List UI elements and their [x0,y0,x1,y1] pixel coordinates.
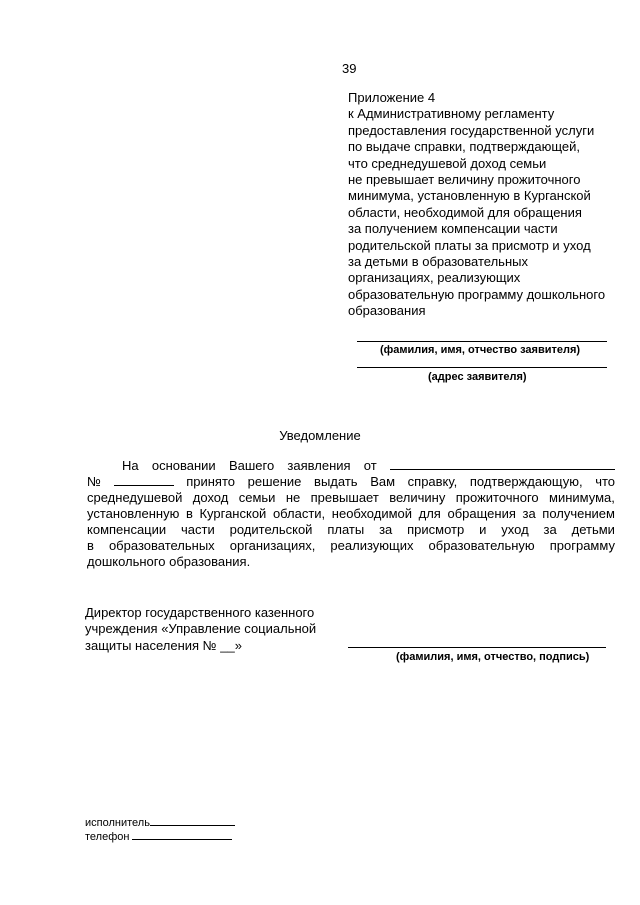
word: программу [549,538,615,553]
word: платы [327,522,365,537]
word: детьми [571,522,615,537]
notice-line-1 [122,458,615,473]
word: № [87,474,101,489]
word: образовательную [428,538,535,553]
appendix-line: организациях, реализующих [348,270,521,286]
word: На [122,458,139,473]
phone-row [85,829,232,843]
phone-field[interactable] [132,829,232,840]
signature-caption: (фамилия, имя, отчество, подпись) [396,651,590,663]
word: обращения [447,506,516,521]
applicant-name-field[interactable] [357,341,607,342]
appendix-line: к Административному регламенту [348,106,555,122]
word: решение [247,474,302,489]
word: основании [151,458,216,473]
word: от [363,458,377,473]
executor-field[interactable] [150,815,235,826]
application-date-field[interactable] [390,458,615,470]
appendix-line: родительской платы за присмотр и уход [348,237,591,253]
appendix-line: Приложение 4 [348,90,436,105]
word: за [379,522,393,537]
word: для [418,506,441,521]
appendix-line: за получением компенсации части [348,221,558,237]
applicant-address-field[interactable] [357,367,607,368]
word: прожиточного [455,490,539,505]
signer-line: защиты населения № __» [85,637,242,653]
word: дошкольного образования. [87,554,251,569]
signature-field[interactable] [348,647,606,648]
appendix-line: по выдаче справки, подтверждающей, [348,139,581,155]
word: за [543,522,557,537]
appendix-line: образования [348,303,426,319]
word: величину [389,490,446,505]
word: принято [186,474,235,489]
word: родительской [229,522,313,537]
word: уход [501,522,529,537]
word: среднедушевой [87,490,183,505]
word: части [181,522,215,537]
page-number: 39 [342,61,357,76]
word: за [522,506,536,521]
word: Вам [370,474,396,489]
word: выдать [314,474,358,489]
appendix-line: предоставления государственной услуги [348,122,595,138]
notice-line-5 [87,522,615,537]
word: заявления [287,458,351,473]
word: доход [192,490,229,505]
appendix-header [348,90,618,320]
word: в [87,538,94,553]
word: не [285,490,301,505]
appendix-line: что среднедушевой доход семьи [348,155,547,171]
word: превышает [310,490,379,505]
applicant-name-caption: (фамилия, имя, отчество заявителя) [380,344,581,356]
notice-line-3 [87,490,615,505]
word: реализующих [330,538,414,553]
word: необходимой [331,506,413,521]
application-number-field[interactable] [114,474,174,486]
word: Курганской [199,506,267,521]
word: в [185,506,193,521]
word: справку, [407,474,458,489]
appendix-line: не превышает величину прожиточного [348,172,581,188]
signer-line: учреждения «Управление социальной [85,621,317,637]
notice-line-4 [87,506,615,521]
word: подтверждающую, [469,474,583,489]
word: компенсации [87,522,167,537]
appendix-line: образовательную программу дошкольного [348,286,606,302]
word: области, [272,506,326,521]
word: и [479,522,487,537]
word: минимума, [549,490,615,505]
appendix-line: области, необходимой для обращения [348,204,582,220]
notice-title: Уведомление [279,428,361,443]
word: присмотр [407,522,465,537]
applicant-address-caption: (адрес заявителя) [428,371,527,383]
word: семьи [238,490,276,505]
executor-label: исполнитель [85,817,150,829]
appendix-line: минимума, установленную в Курганской [348,188,591,204]
notice-line-7 [87,554,615,569]
appendix-line: за детьми в образовательных [348,254,528,270]
signer-line: Директор государственного казенного [85,605,315,620]
word: получением [542,506,615,521]
word: Вашего [228,458,275,473]
notice-line-6 [87,538,615,553]
executor-row [85,815,235,829]
notice-line-2 [87,474,615,489]
word: образовательных [108,538,215,553]
word: организациях, [229,538,316,553]
word: что [595,474,615,489]
signer-block [85,605,316,654]
phone-label: телефон [85,831,130,843]
word: установленную [87,506,180,521]
